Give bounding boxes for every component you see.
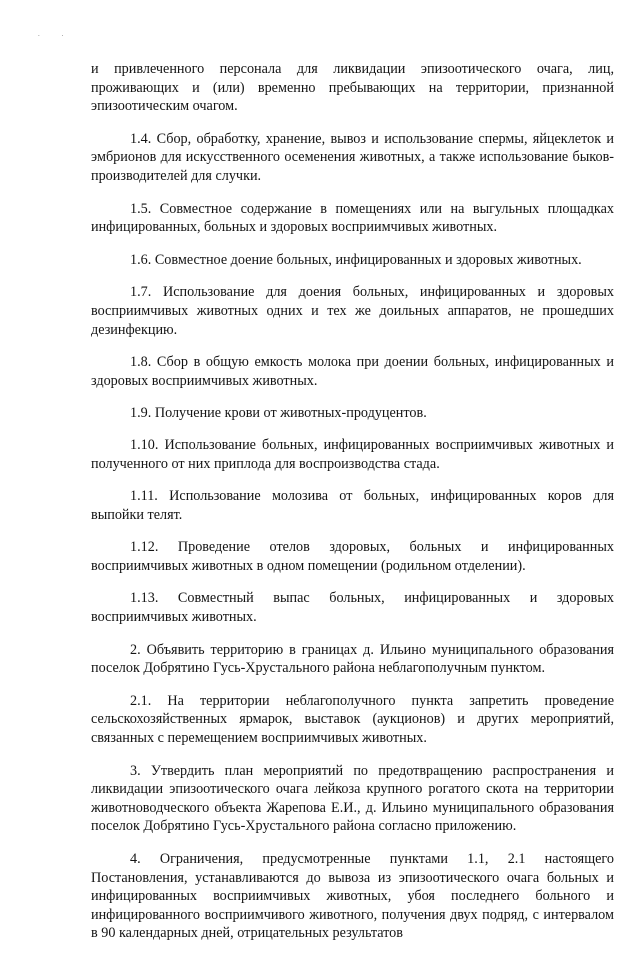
paragraph-2: 2. Объявить территорию в границах д. Ильино муниципального образования поселок Добрятино Гусь-Хрустального района неблагополучным пунктом.	[91, 641, 614, 677]
paragraph-1-13: 1.13. Совместный выпас больных, инфицированных и здоровых восприимчивых животных.	[91, 590, 614, 626]
paragraph-1-7: 1.7. Использование для доения больных, инфицированных и здоровых восприимчивых животных одних и тех же доильных аппаратов, не прошедших дезинфекцию.	[91, 284, 614, 338]
paragraph-1-9: 1.9. Получение крови от животных-продуцентов.	[130, 405, 427, 422]
paragraph-1-11: 1.11. Использование молозива от больных, инфицированных коров для выпойки телят.	[91, 488, 614, 523]
paragraph-1-5: 1.5. Совместное содержание в помещениях или на выгульных площадках инфицированных, больных и здоровых восприимчивых животных.	[91, 200, 614, 236]
document-body	[91, 60, 614, 957]
paragraph-2-1: 2.1. На территории неблагополучного пункта запретить проведение сельскохозяйственных ярмарок, выставок (аукционов) и других мероприятий, связанных с перемещением восприимчивых животных.	[91, 692, 614, 747]
paragraph-1-4: 1.4. Сбор, обработку, хранение, вывоз и использование спермы, яйцеклеток и эмбрионов для искусственного осеменения животных, а также использование быков-производителей для случки.	[91, 130, 614, 184]
paragraph-4: 4. Ограничения, предусмотренные пунктами 1.1, 2.1 настоящего Постановления, устанавливаются до вывоза из эпизоотического очага больных и инфицированных восприимчивых животных, убоя последнего больного и инфицированного восприимчивого животного, получения двух подряд, с интервалом в 90 календарных дней, отрицательных результатов	[91, 851, 614, 942]
scan-mark: . .	[38, 30, 74, 38]
paragraph-1-8: 1.8. Сбор в общую емкость молока при доении больных, инфицированных и здоровых восприимчивых животных.	[91, 354, 614, 389]
paragraph-3: 3. Утвердить план мероприятий по предотвращению распространения и ликвидации эпизоотического очага лейкоза крупного рогатого скота на территории животноводческого объекта Жарепова Е.И., д. Ильино муниципального образования поселок Добрятино Гусь-Хрустального района согласно приложению.	[91, 762, 614, 835]
paragraph-1-6: 1.6. Совместное доение больных, инфицированных и здоровых животных.	[130, 251, 582, 268]
paragraph-1-10: 1.10. Использование больных, инфицированных восприимчивых животных и полученного от них приплода для воспроизводства стада.	[91, 436, 614, 472]
paragraph-1-12: 1.12. Проведение отелов здоровых, больных и инфицированных восприимчивых животных в одном помещении (родильном отделении).	[91, 539, 614, 574]
paragraph-continuation: и привлеченного персонала для ликвидации эпизоотического очага, лиц, проживающих и (или) временно пребывающих на территории, признанной эпизоотическим очагом.	[91, 61, 614, 115]
